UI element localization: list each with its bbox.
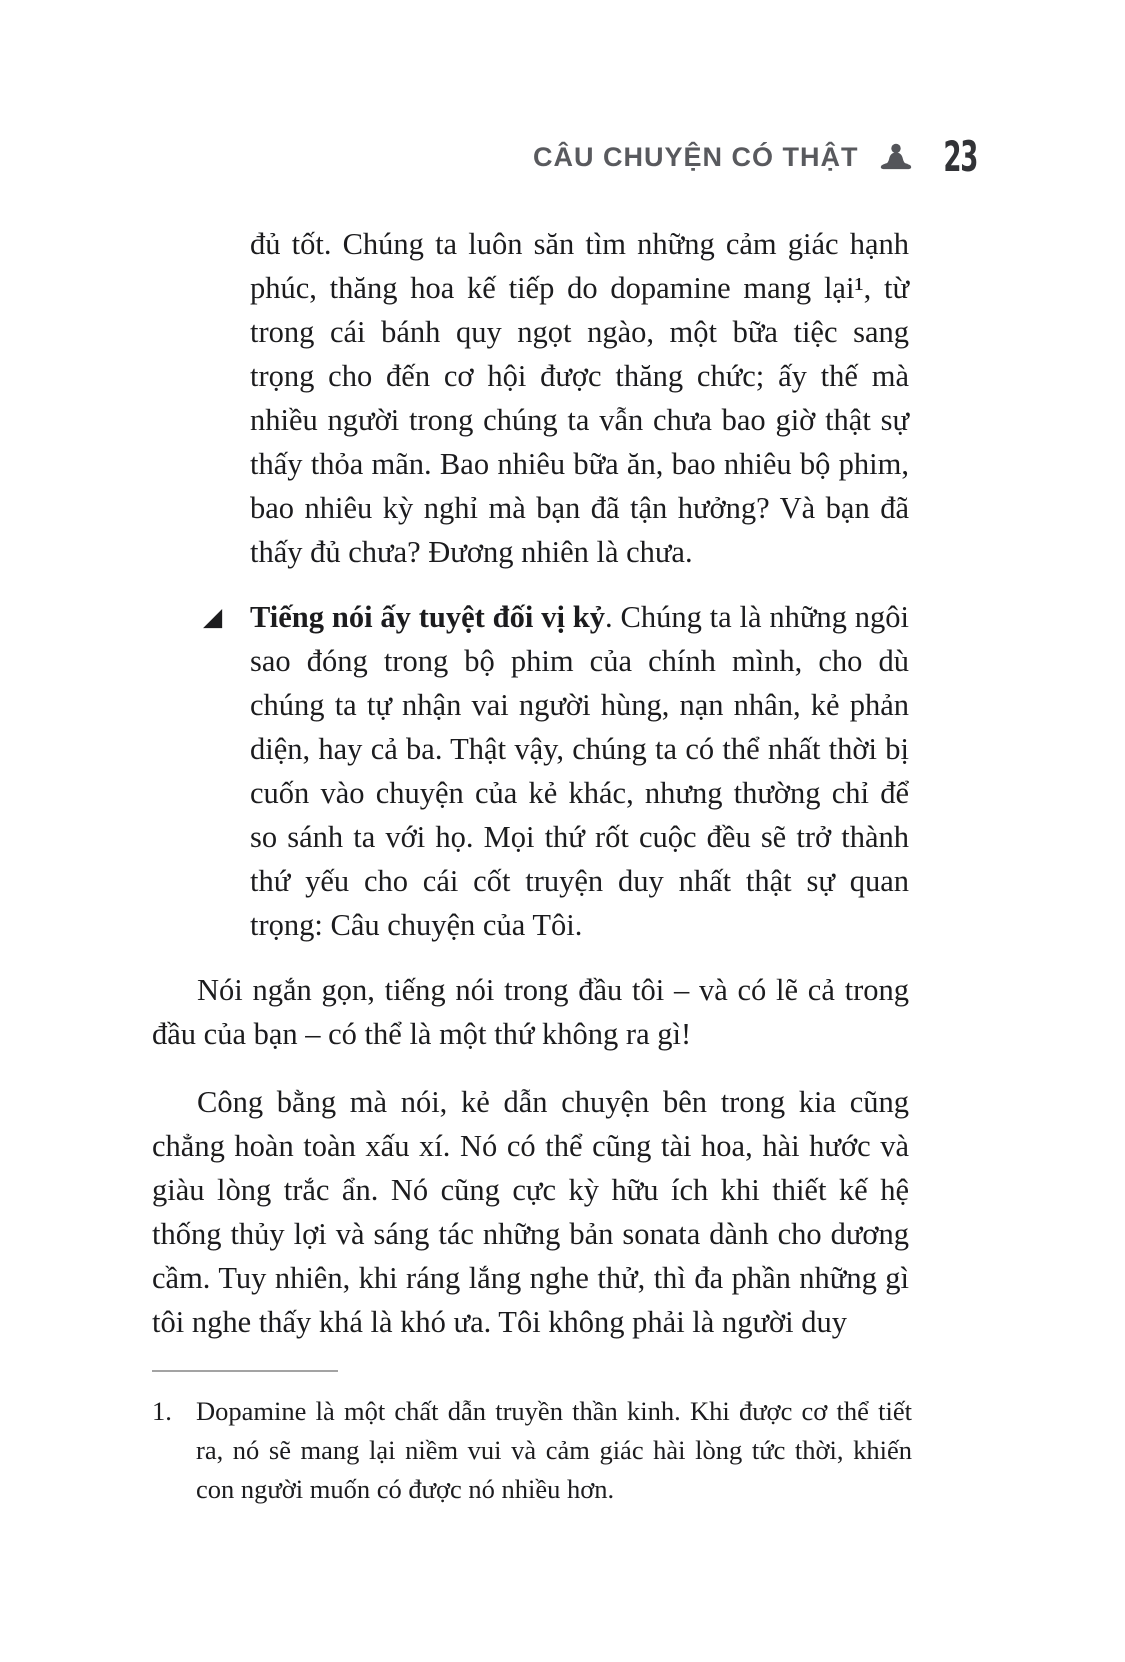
footnote-text: Dopamine là một chất dẫn truyền thần kinh. Khi được cơ thể tiết ra, nó sẽ mang lại niềm vui và cảm giác hài lòng tức thời, khiến con người muốn có được nó nhiều hơn.	[196, 1396, 912, 1504]
page-body	[152, 222, 909, 1368]
bullet-triangle-icon: ◢	[203, 602, 223, 631]
footnote-area	[152, 1370, 912, 1509]
running-title: CÂU CHUYỆN CÓ THẬT	[533, 141, 859, 172]
footnote-divider	[152, 1370, 338, 1372]
paragraph-continued: đủ tốt. Chúng ta luôn săn tìm những cảm giác hạnh phúc, thăng hoa kế tiếp do dopamine mang lại¹, từ trong cái bánh quy ngọt ngào, một bữa tiệc sang trọng cho đến cơ hội được thăng chức; ấy thế mà nhiều người trong chúng ta vẫn chưa bao giờ thật sự thấy thỏa mãn. Bao nhiêu bữa ăn, bao nhiêu bộ phim, bao nhiêu kỳ nghỉ mà bạn đã tận hưởng? Và bạn đã thấy đủ chưa? Đương nhiên là chưa.	[250, 227, 909, 569]
footnote	[152, 1392, 912, 1509]
meditation-icon	[875, 141, 917, 173]
bullet-rest-text: . Chúng ta là những ngôi sao đóng trong bộ phim của chính mình, cho dù chúng ta tự nhận vai người hùng, nạn nhân, kẻ phản diện, hay cả ba. Thật vậy, chúng ta có thể nhất thời bị cuốn vào chuyện của kẻ khác, nhưng thường chỉ để so sánh ta với họ. Mọi thứ rốt cuộc đều sẽ trở thành thứ yếu cho cái cốt truyện duy nhất thật sự quan trọng: Câu chuyện của Tôi.	[250, 600, 909, 942]
footnote-number: 1.	[152, 1396, 172, 1426]
running-header	[533, 132, 987, 181]
bullet-lead-bold: Tiếng nói ấy tuyệt đối vị kỷ	[250, 600, 605, 634]
bullet-paragraph	[203, 595, 909, 947]
paragraph: Công bằng mà nói, kẻ dẫn chuyện bên trong kia cũng chẳng hoàn toàn xấu xí. Nó có thể cũng tài hoa, hài hước và giàu lòng trắc ẩn. Nó cũng cực kỳ hữu ích khi thiết kế hệ thống thủy lợi và sáng tác những bản sonata dành cho dương cầm. Tuy nhiên, khi ráng lắng nghe thử, thì đa phần những gì tôi nghe thấy khá là khó ưa. Tôi không phải là người duy	[152, 1085, 909, 1339]
page-number: 23	[942, 132, 977, 181]
paragraph: Nói ngắn gọn, tiếng nói trong đầu tôi – và có lẽ cả trong đầu của bạn – có thể là một thứ không ra gì!	[152, 973, 909, 1051]
